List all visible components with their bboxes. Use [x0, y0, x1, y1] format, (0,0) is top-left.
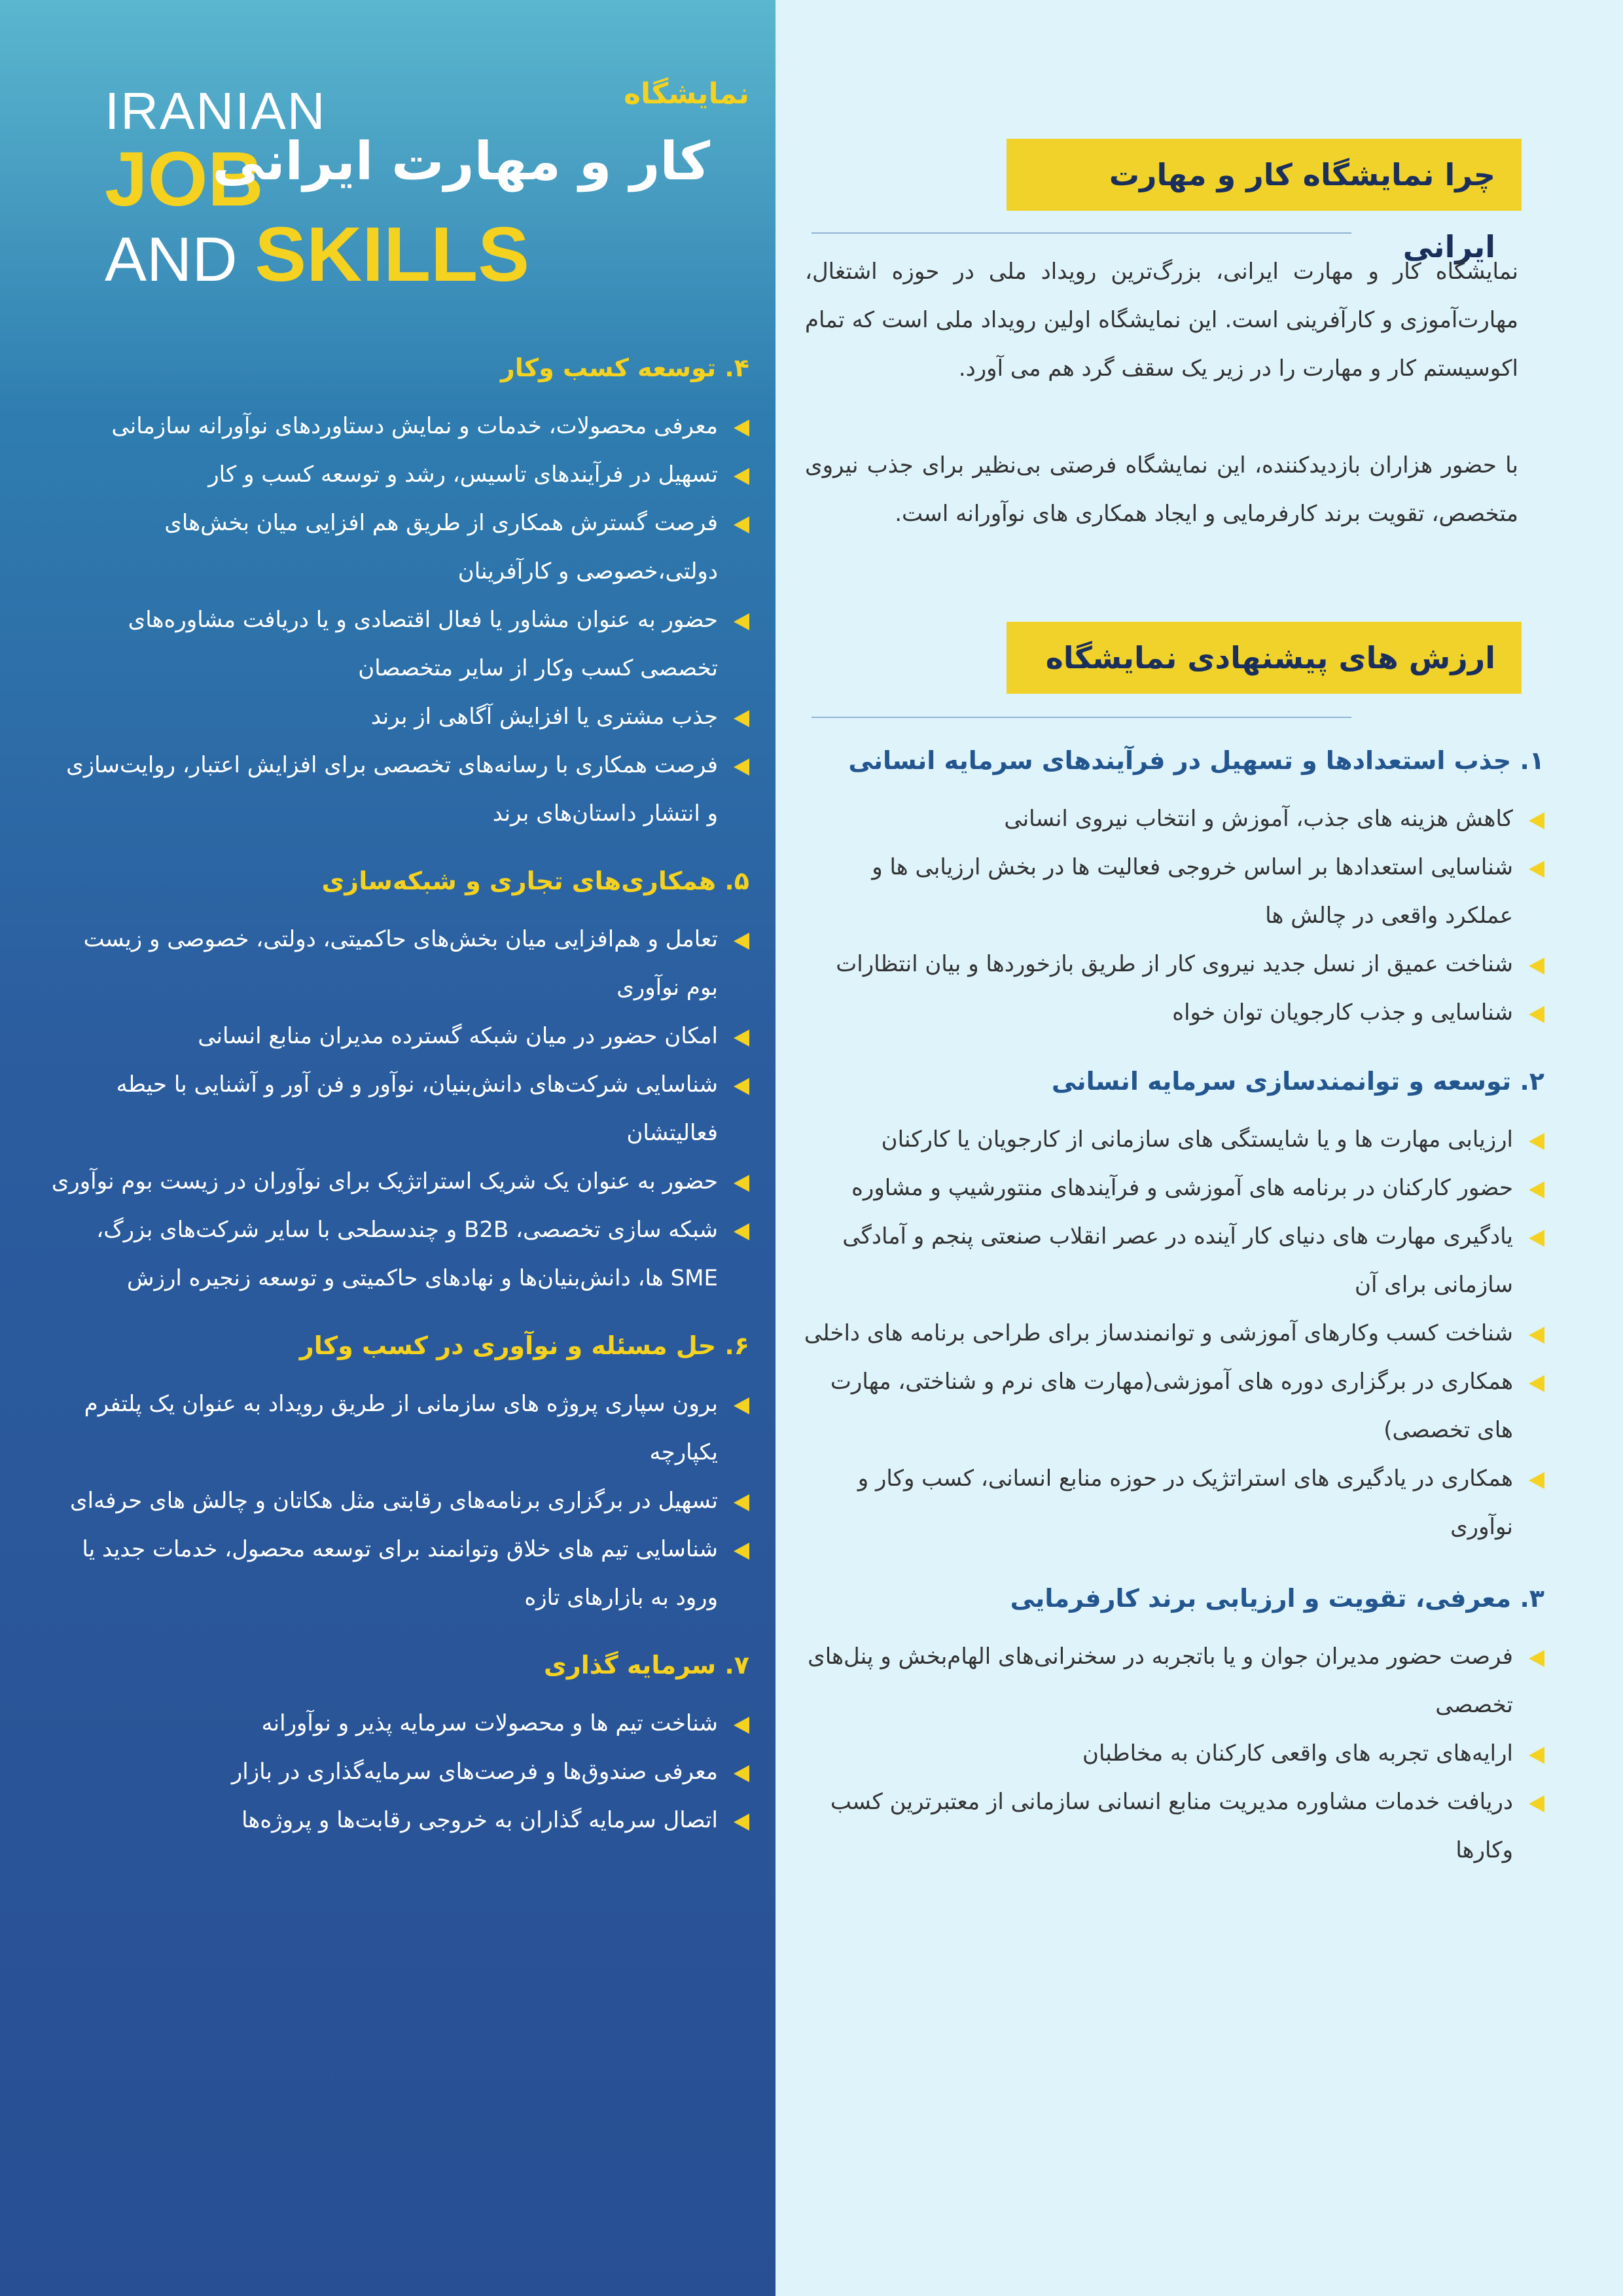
arrow-bullet-icon: [734, 468, 749, 485]
arrow-bullet-icon: [1529, 1795, 1544, 1812]
why-para-1: نمایشگاه کار و مهارت ایرانی، بزرگ‌ترین رویداد ملی در حوزه اشتغال، مهارت‌آموزی و کارآفرینی است. این نمایشگاه اولین رویداد ملی است که تمام اکوسیستم کار و مهارت را در زیر یک سقف گرد هم می آورد.: [805, 259, 1518, 382]
arrow-bullet-icon: [1529, 1230, 1544, 1247]
arrow-bullet-icon: [1529, 1181, 1544, 1198]
arrow-bullet-icon: [1529, 1133, 1544, 1150]
section-heading: ۱. جذب استعدادها و تسهیل در فرآیندهای سرمایه انسانی: [848, 746, 1544, 775]
section-list: [802, 1632, 1544, 1874]
list-item: حضور کارکنان در برنامه های آموزشی و فرآیندهای منتورشیپ و مشاوره: [802, 1164, 1544, 1212]
arrow-bullet-icon: [1529, 1650, 1544, 1667]
arrow-bullet-icon: [734, 1543, 749, 1560]
list-item: تسهیل در فرآیندهای تاسیس، رشد و توسعه کسب و کار: [49, 450, 749, 499]
list-item: شناخت تیم ها و محصولات سرمایه پذیر و نوآورانه: [49, 1699, 749, 1748]
section-list: [49, 1380, 749, 1622]
arrow-bullet-icon: [734, 420, 749, 437]
arrow-bullet-icon: [1529, 812, 1544, 829]
section-list: [49, 1699, 749, 1844]
section-list: [49, 915, 749, 1302]
arrow-bullet-icon: [1529, 1006, 1544, 1023]
arrow-bullet-icon: [734, 1765, 749, 1782]
list-item: تسهیل در برگزاری برنامه‌های رقابتی مثل هکاتان و چالش های حرفه‌ای: [49, 1477, 749, 1525]
section-heading: ۴. توسعه کسب وکار: [500, 353, 749, 382]
arrow-bullet-icon: [1529, 861, 1544, 878]
list-item: حضور به عنوان مشاور یا فعال اقتصادی و یا دریافت مشاوره‌های تخصصی کسب وکار از سایر متخصصان: [49, 596, 749, 692]
list-item: فرصت همکاری با رسانه‌های تخصصی برای افزایش اعتبار، روایت‌سازی و انتشار داستان‌های برند: [49, 741, 749, 838]
arrow-bullet-icon: [734, 1814, 749, 1831]
list-item: حضور به عنوان یک شریک استراتژیک برای نوآوران در زیست بوم نوآوری: [49, 1157, 749, 1206]
arrow-bullet-icon: [1529, 1375, 1544, 1392]
section-2: [802, 1067, 1544, 1551]
list-item: معرفی محصولات، خدمات و نمایش دستاوردهای نوآورانه سازمانی: [49, 402, 749, 450]
arrow-bullet-icon: [734, 1397, 749, 1414]
section-list: [802, 1115, 1544, 1551]
why-para-2: با حضور هزاران بازدیدکننده، این نمایشگاه فرصتی بی‌نظیر برای جذب نیروی متخصص، تقویت برند کارفرمایی و ایجاد همکاری های نوآورانه است.: [805, 452, 1518, 527]
arrow-bullet-icon: [734, 933, 749, 950]
list-item: شناسایی استعدادها بر اساس خروجی فعالیت ها در بخش ارزیابی ها و عملکرد واقعی در چالش ها: [802, 843, 1544, 940]
left-sections: [49, 353, 749, 1844]
arrow-bullet-icon: [734, 710, 749, 727]
arrow-bullet-icon: [734, 759, 749, 776]
arrow-bullet-icon: [734, 1717, 749, 1734]
list-item: ارایه‌های تجربه های واقعی کارکنان به مخاطبان: [802, 1729, 1544, 1778]
section-heading: ۳. معرفی، تقویت و ارزیابی برند کارفرمایی: [1010, 1584, 1544, 1613]
section-4: [49, 353, 749, 838]
why-title-box: چرا نمایشگاه کار و مهارت ایرانی: [1007, 139, 1522, 211]
list-item: کاهش هزینه های جذب، آموزش و انتخاب نیروی انسانی: [802, 795, 1544, 843]
logo-en-job: JOB: [105, 136, 264, 223]
list-item: ارزیابی مهارت ها و یا شایستگی های سازمانی از کارجویان یا کارکنان: [802, 1115, 1544, 1164]
right-sections: [802, 746, 1544, 1874]
logo-en-iranian: IRANIAN: [105, 82, 327, 140]
list-item: همکاری در برگزاری دوره های آموزشی(مهارت های نرم و شناختی، مهارت های تخصصی): [802, 1357, 1544, 1454]
arrow-bullet-icon: [1529, 1327, 1544, 1344]
logo-fa-title: کار و مهارت ایرانی: [212, 131, 710, 192]
section-6: [49, 1331, 749, 1622]
list-item: جذب مشتری یا افزایش آگاهی از برند: [49, 692, 749, 741]
logo-en-and-skills: [105, 211, 529, 298]
list-item: امکان حضور در میان شبکه گسترده مدیران منابع انسانی: [49, 1012, 749, 1060]
list-item: برون سپاری پروژه های سازمانی از طریق رویداد به عنوان یک پلتفرم یکپارچه: [49, 1380, 749, 1477]
list-item: شناسایی تیم های خلاق وتوانمند برای توسعه محصول، خدمات جدید یا ورود به بازارهای تازه: [49, 1525, 749, 1622]
list-item: شناسایی شرکت‌های دانش‌بنیان، نوآور و فن آور و آشنایی با حیطه فعالیتشان: [49, 1060, 749, 1157]
list-item: اتصال سرمایه گذاران به خروجی رقابت‌ها و پروژه‌ها: [49, 1796, 749, 1844]
list-item: تعامل و هم‌افزایی میان بخش‌های حاکمیتی، دولتی، خصوصی و زیست بوم نوآوری: [49, 915, 749, 1012]
values-title-box: ارزش های پیشنهادی نمایشگاه: [1007, 622, 1522, 694]
list-item: همکاری در یادگیری های استراتژیک در حوزه منابع انسانی، کسب وکار و نوآوری: [802, 1454, 1544, 1551]
list-item: فرصت حضور مدیران جوان و یا باتجربه در سخنرانی‌های الهام‌بخش و پنل‌های تخصصی: [802, 1632, 1544, 1729]
section-3: [802, 1584, 1544, 1874]
list-item: شناخت عمیق از نسل جدید نیروی کار از طریق بازخوردها و بیان انتظارات: [802, 940, 1544, 988]
section-1: [802, 746, 1544, 1037]
section-heading: ۵. همکاری‌های تجاری و شبکه‌سازی: [321, 867, 749, 895]
list-item: یادگیری مهارت های دنیای کار آینده در عصر انقلاب صنعتی پنجم و آمادگی سازمانی برای آن: [802, 1212, 1544, 1309]
arrow-bullet-icon: [734, 613, 749, 630]
arrow-bullet-icon: [1529, 958, 1544, 975]
arrow-bullet-icon: [734, 1494, 749, 1511]
arrow-bullet-icon: [734, 1223, 749, 1240]
section-5: [49, 867, 749, 1302]
arrow-bullet-icon: [734, 1030, 749, 1047]
arrow-bullet-icon: [734, 516, 749, 533]
arrow-bullet-icon: [734, 1175, 749, 1192]
list-item: شناخت کسب وکارهای آموزشی و توانمندساز برای طراحی برنامه های داخلی: [802, 1309, 1544, 1357]
arrow-bullet-icon: [1529, 1747, 1544, 1764]
section-list: [802, 795, 1544, 1037]
arrow-bullet-icon: [1529, 1472, 1544, 1489]
list-item: دریافت خدمات مشاوره مدیریت منابع انسانی سازمانی از معتبرترین کسب وکارها: [802, 1778, 1544, 1874]
list-item: شبکه سازی تخصصی، B2B و چندسطحی با سایر شرکت‌های بزرگ، SME ها، دانش‌بنیان‌ها و نهادهای حاکمیتی و توسعه زنجیره ارزش: [49, 1206, 749, 1302]
section-list: [49, 402, 749, 838]
logo-en-skills: SKILLS: [255, 211, 529, 298]
section-heading: ۲. توسعه و توانمندسازی سرمایه انسانی: [1051, 1067, 1544, 1096]
logo-fa-exhibition: نمایشگاه: [624, 77, 749, 111]
divider: [812, 232, 1351, 234]
list-item: شناسایی و جذب کارجویان توان خواه: [802, 988, 1544, 1037]
list-item: فرصت گسترش همکاری از طریق هم افزایی میان بخش‌های دولتی،خصوصی و کارآفرینان: [49, 499, 749, 596]
section-heading: ۷. سرمایه گذاری: [544, 1651, 749, 1679]
divider: [812, 717, 1351, 718]
arrow-bullet-icon: [734, 1078, 749, 1095]
section-7: [49, 1651, 749, 1844]
list-item: معرفی صندوق‌ها و فرصت‌های سرمایه‌گذاری در بازار: [49, 1748, 749, 1796]
logo-en-and: AND: [105, 224, 238, 295]
section-heading: ۶. حل مسئله و نوآوری در کسب وکار: [299, 1331, 749, 1360]
